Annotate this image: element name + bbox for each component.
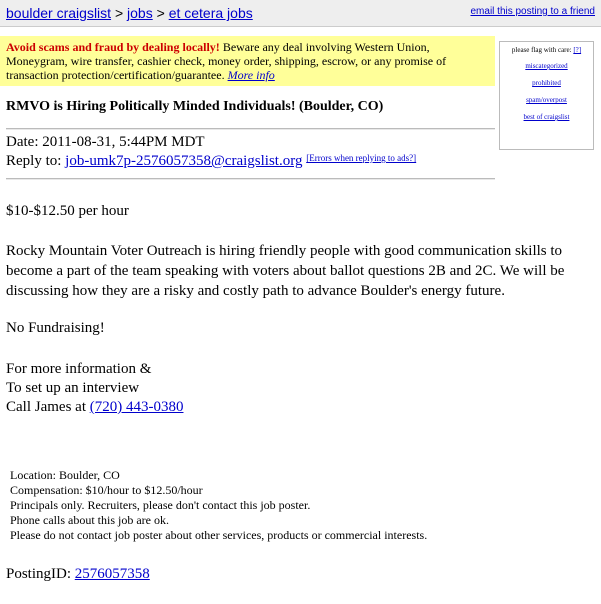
breadcrumb-boulder-craigslist[interactable]: boulder craigslist	[6, 5, 112, 21]
breadcrumb-separator: >	[114, 5, 124, 21]
posting-id-label: PostingID:	[6, 566, 75, 582]
flag-title	[500, 46, 593, 54]
call-line	[6, 398, 183, 416]
job-description: Rocky Mountain Voter Outreach is hiring friendly people with good communication skills to become a part of the team speaking with voters about ballot questions 2B and 2C. We will be discussing how they are a risky and costly path to advance Boulder's energy future.	[6, 243, 565, 299]
meta-divider	[6, 178, 495, 180]
flag-help-link[interactable]: [?]	[573, 46, 582, 54]
breadcrumb	[6, 5, 253, 21]
info-line-1: For more information &	[6, 361, 152, 377]
no-fundraising-text: No Fundraising!	[6, 320, 105, 336]
posting-attributes	[0, 468, 427, 543]
posting-date: Date: 2011-08-31, 5:44PM MDT	[6, 134, 205, 150]
more-info-link[interactable]: More info	[227, 68, 275, 82]
reply-to-line	[6, 153, 416, 170]
flag-best-of-link[interactable]: best of craigslist	[523, 113, 570, 121]
breadcrumb-et-cetera-jobs[interactable]: et cetera jobs	[168, 5, 253, 21]
scam-warning-heading: Avoid scams and fraud by dealing locally!	[6, 40, 220, 54]
title-divider	[6, 128, 495, 130]
flag-spam-link[interactable]: spam/overpost	[526, 96, 567, 104]
scam-warning-box	[0, 36, 495, 86]
email-friend-link[interactable]: email this posting to a friend	[470, 6, 595, 17]
attribute-location: • Location: Boulder, CO	[10, 468, 427, 483]
pay-rate: $10-$12.50 per hour	[6, 203, 129, 219]
attribute-principals-only: • Principals only. Recruiters, please don't contact this job poster.	[10, 498, 427, 513]
call-label: Call James at	[6, 399, 90, 415]
reply-email-link[interactable]: job-umk7p-2576057358@craigslist.org	[65, 153, 303, 169]
flag-box	[499, 41, 594, 150]
scam-warning-text: Beware any deal involving Western Union, Moneygram, wire transfer, cashier check, money order, shipping, escrow, or any promise of transaction protection/certification/guarantee.	[6, 40, 447, 82]
flag-prohibited-link[interactable]: prohibited	[532, 79, 561, 87]
attribute-compensation: • Compensation: $10/hour to $12.50/hour	[10, 483, 427, 498]
breadcrumb-separator: >	[156, 5, 165, 21]
phone-link[interactable]: (720) 443-0380	[89, 399, 184, 415]
reply-errors-link[interactable]: [Errors when replying to ads?]	[306, 153, 417, 163]
posting-id-link[interactable]: 2576057358	[74, 566, 150, 582]
attribute-no-contact: • Please do not contact job poster about other services, products or commercial interests.	[10, 528, 427, 543]
reply-to-label: Reply to:	[6, 153, 66, 169]
flag-miscategorized-link[interactable]: miscategorized	[525, 62, 568, 70]
flag-title-text: please flag with care:	[511, 46, 572, 54]
breadcrumb-jobs[interactable]: jobs	[127, 5, 153, 21]
info-line-2: To set up an interview	[6, 380, 140, 396]
header-bar	[0, 0, 601, 27]
posting-id-line	[6, 566, 150, 583]
attribute-phone-ok: • Phone calls about this job are ok.	[10, 513, 427, 528]
posting-title: RMVO is Hiring Politically Minded Individuals! (Boulder, CO)	[6, 99, 384, 114]
